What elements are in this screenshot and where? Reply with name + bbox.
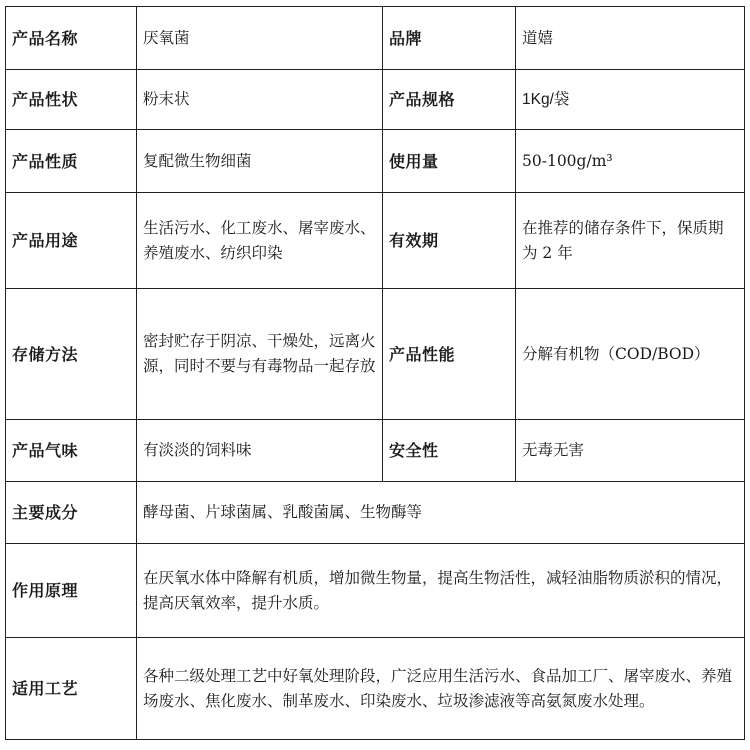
value-product-spec: 1Kg/袋 — [516, 70, 745, 130]
table-row-product-use — [6, 193, 745, 289]
label-performance: 产品性能 — [383, 289, 516, 420]
label-product-name: 产品名称 — [6, 7, 137, 70]
value-product-form: 粉末状 — [137, 70, 383, 130]
table-row-product-nature — [6, 130, 745, 193]
table-row-process — [6, 638, 745, 740]
label-dosage: 使用量 — [383, 130, 516, 193]
value-product-name: 厌氧菌 — [137, 7, 383, 70]
value-principle: 在厌氧水体中降解有机质，增加微生物量，提高生物活性，减轻油脂物质淤积的情况，提高厌氧效率，提升水质。 — [137, 544, 745, 638]
label-brand: 品牌 — [383, 7, 516, 70]
value-shelf-life: 在推荐的储存条件下，保质期为 2 年 — [516, 193, 745, 289]
table-row-product-form — [6, 70, 745, 130]
value-ingredients: 酵母菌、片球菌属、乳酸菌属、生物酶等 — [137, 482, 745, 544]
table-row-odor — [6, 420, 745, 482]
label-process: 适用工艺 — [6, 638, 137, 740]
value-product-use: 生活污水、化工废水、屠宰废水、养殖废水、纺织印染 — [137, 193, 383, 289]
value-brand: 道嬉 — [516, 7, 745, 70]
table-row-ingredients — [6, 482, 745, 544]
value-product-nature: 复配微生物细菌 — [137, 130, 383, 193]
value-performance: 分解有机物（COD/BOD） — [516, 289, 745, 420]
label-product-use: 产品用途 — [6, 193, 137, 289]
label-odor: 产品气味 — [6, 420, 137, 482]
value-odor: 有淡淡的饲料味 — [137, 420, 383, 482]
value-safety: 无毒无害 — [516, 420, 745, 482]
label-ingredients: 主要成分 — [6, 482, 137, 544]
value-dosage: 50-100g/m³ — [516, 130, 745, 193]
value-storage: 密封贮存于阴凉、干燥处，远离火源，同时不要与有毒物品一起存放 — [137, 289, 383, 420]
table-row-product-name — [6, 7, 745, 70]
label-shelf-life: 有效期 — [383, 193, 516, 289]
label-safety: 安全性 — [383, 420, 516, 482]
label-product-form: 产品性状 — [6, 70, 137, 130]
value-process: 各种二级处理工艺中好氧处理阶段，广泛应用生活污水、食品加工厂、屠宰废水、养殖场废水、焦化废水、制革废水、印染废水、垃圾渗滤液等高氨氮废水处理。 — [137, 638, 745, 740]
table-row-storage — [6, 289, 745, 420]
label-storage: 存储方法 — [6, 289, 137, 420]
product-spec-table — [5, 6, 745, 740]
label-product-nature: 产品性质 — [6, 130, 137, 193]
label-product-spec: 产品规格 — [383, 70, 516, 130]
table-row-principle — [6, 544, 745, 638]
label-principle: 作用原理 — [6, 544, 137, 638]
